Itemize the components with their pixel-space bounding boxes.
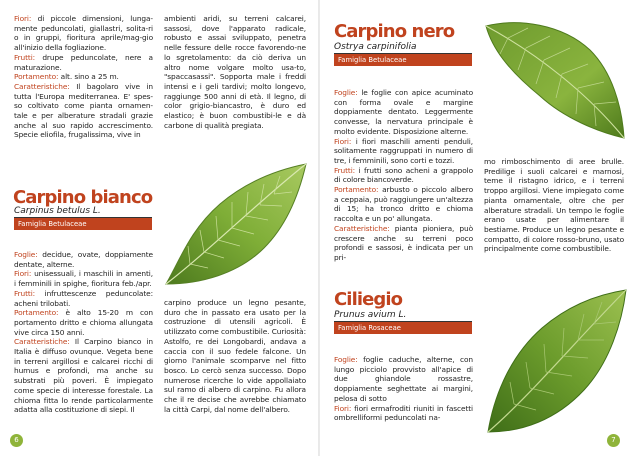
species-title-carpino-bianco: Carpino bianco xyxy=(13,187,153,208)
species-latin-ciliegio: Prunus avium L. xyxy=(334,310,407,320)
paragraph xyxy=(14,82,153,140)
field-text: Il bagolaro vive in tutta l'Europa mediterranea. E' spes-so coltivato come pianta ornamen-tale e per alberature stradali grazie anche al suo rapido accrescimento. Specie eliofila, frugalissima, vive in xyxy=(14,81,153,140)
left-col1-bottom xyxy=(14,250,153,415)
field-text: unisessuali, i maschili in amenti, i femminili in spighe, fioritura feb./apr. xyxy=(14,269,153,289)
field-label: Frutti: xyxy=(334,165,356,175)
paragraph xyxy=(334,404,473,423)
field-text: i fiori maschili amenti penduli, solitamente raggruppati in numero di tre, i femminili, sono corti e tozzi. xyxy=(334,136,473,165)
field-text: i frutti sono acheni a grappolo di colore biancoverde. xyxy=(334,165,473,185)
field-label: Portamento: xyxy=(14,308,59,318)
paragraph xyxy=(14,337,153,415)
field-label: Portamento: xyxy=(14,72,59,82)
field-text: è alto 15-20 m con portamento dritto e chioma allungata vive circa 150 anni. xyxy=(14,308,153,337)
paragraph xyxy=(14,14,153,53)
carpino-nero-leaf-image xyxy=(478,14,628,144)
left-col2-top-text: ambienti aridi, su terreni calcarei, sassosi, dove l'apparato radicale, robusto e assai sviluppato, penetra nelle fessure delle rocce favorendo-ne lo sgretolamento: da ciò deriva un altro nome volgare molto usa-to, "spaccasassi". Sopporta male i freddi intensi e i geli tardivi; molto longevo, raggiunge 500 anni di età. Il legno, di color grigio-biancastro, è duro ed elastico; è buon combustibi-le e dà carbone di qualità pregiata. xyxy=(164,14,306,130)
right-col3 xyxy=(334,355,473,423)
ciliegio-leaf-image xyxy=(480,286,630,436)
field-label: Frutti: xyxy=(14,288,36,298)
field-label: Fiori: xyxy=(14,14,32,23)
species-title-carpino-nero: Carpino nero xyxy=(334,21,455,42)
field-text: fiori ermafroditi riuniti in fascetti ombrelliformi peduncolati na- xyxy=(334,403,473,423)
field-text: foglie caduche, alterne, con lungo picciolo provvisto all'apice di due ghiandole rossastre, doppiamente seghettate ai margini, pelosa di sotto xyxy=(334,355,473,403)
family-band xyxy=(14,218,152,230)
left-col2-bottom xyxy=(164,298,306,414)
field-label: Caratteristiche: xyxy=(14,81,70,91)
right-col1 xyxy=(334,88,473,263)
paragraph xyxy=(14,289,153,308)
field-text: di piccole dimensioni, lunga-mente peduncolati, giallastri, solita-ri o in gruppi, fioritura aprile/mag-gio all'inizio della fogliazione. xyxy=(14,14,153,53)
field-label: Foglie: xyxy=(14,250,38,259)
carpino-bianco-leaf-image xyxy=(160,160,310,290)
field-label: Portamento: xyxy=(334,185,379,195)
field-text: Il Carpino bianco in Italia è diffuso ovunque. Vegeta bene in terreni argillosi e calcarei ricchi di humus e profondi, ma anche su substrati più poveri. È impiegato come specie di interesse forestale. La chioma fitta lo rende particolarmente adatta alla costituzione di siepi. Il xyxy=(14,337,153,415)
paragraph xyxy=(334,224,473,263)
field-text: alt. sino a 25 m. xyxy=(58,72,119,82)
paragraph xyxy=(334,137,473,166)
left-col1-top xyxy=(14,14,153,140)
field-label: Foglie: xyxy=(334,88,358,97)
field-text: arbusto o piccolo albero a ceppaia, può raggiungere un'altezza di 15; ha tronco dritto e chioma raccolta e un po' allungata. xyxy=(334,185,473,224)
field-text: decidue, ovate, doppiamente dentate, alterne. xyxy=(14,250,153,269)
field-text: infruttescenze peduncolate: acheni trilobati. xyxy=(14,288,153,308)
left-col2-bottom-text: carpino produce un legno pesante, duro che in passato era usato per la costruzione di utensili agricoli. È utilizzato come combustibile. Curiosità: Astolfo, re dei Longobardi, andava a caccia con il suo fedele falcone. Un giorno l'animale scomparve nel fitto bosco. Lo cercò senza successo. Dopo numerose ricerche lo vide appollaiato sul ramo di albero di carpino. Fu allora che il re decise che avrebbe chiamato la città Carpi, dal nome dell'albero. xyxy=(164,298,306,414)
field-label: Foglie: xyxy=(334,355,358,364)
paragraph xyxy=(14,72,153,82)
paragraph xyxy=(14,308,153,337)
paragraph xyxy=(14,269,153,288)
species-latin-carpino-bianco: Carpinus betulus L. xyxy=(14,206,101,216)
field-text: le foglie con apice acuminato con forma ovale e margine doppiamente dentato. Leggermente convesse, la nervatura principale è molto evidente. Disposizione alterne. xyxy=(334,88,473,136)
paragraph xyxy=(334,355,473,404)
book-spine xyxy=(318,0,320,456)
family-band xyxy=(334,322,472,334)
page-number-left: 6 xyxy=(10,434,23,447)
page-number-right: 7 xyxy=(607,434,620,447)
paragraph xyxy=(14,250,153,269)
family-band xyxy=(334,54,472,66)
species-latin-carpino-nero: Ostrya carpinifolia xyxy=(334,42,417,52)
right-col2 xyxy=(484,157,624,254)
field-text: drupe peduncolate, nere a maturazione. xyxy=(14,52,153,72)
family-label: Famiglia Betulaceae xyxy=(338,56,407,64)
field-label: Frutti: xyxy=(14,52,36,62)
field-label: Fiori: xyxy=(334,136,352,146)
family-label: Famiglia Betulaceae xyxy=(18,220,87,228)
field-label: Caratteristiche: xyxy=(334,223,390,233)
paragraph xyxy=(334,166,473,185)
family-label: Famiglia Rosaceae xyxy=(338,324,401,332)
paragraph xyxy=(334,88,473,137)
species-title-ciliegio: Ciliegio xyxy=(334,289,403,310)
field-label: Caratteristiche: xyxy=(14,337,70,347)
left-col2-top xyxy=(164,14,306,130)
field-label: Fiori: xyxy=(334,403,352,413)
field-text: pianta pioniera, può crescere anche su terreni poco profondi e sassosi, è indicata per un pri- xyxy=(334,223,473,262)
paragraph xyxy=(334,185,473,224)
field-label: Fiori: xyxy=(14,269,32,279)
right-col2-text: mo rimboschimento di aree brulle. Predilige i suoli calcarei e marnosi, teme il ristagno idrico, e i terreni troppo argillosi. Viene impiegato come pianta ornamentale, oltre che per alberature stradali. Un tempo le foglie erano usate per alimentare il bestiame. Produce un legno pesante e compatto, di colore rosso-bruno, usato principalmente come combustibile. xyxy=(484,157,624,254)
paragraph xyxy=(14,53,153,72)
